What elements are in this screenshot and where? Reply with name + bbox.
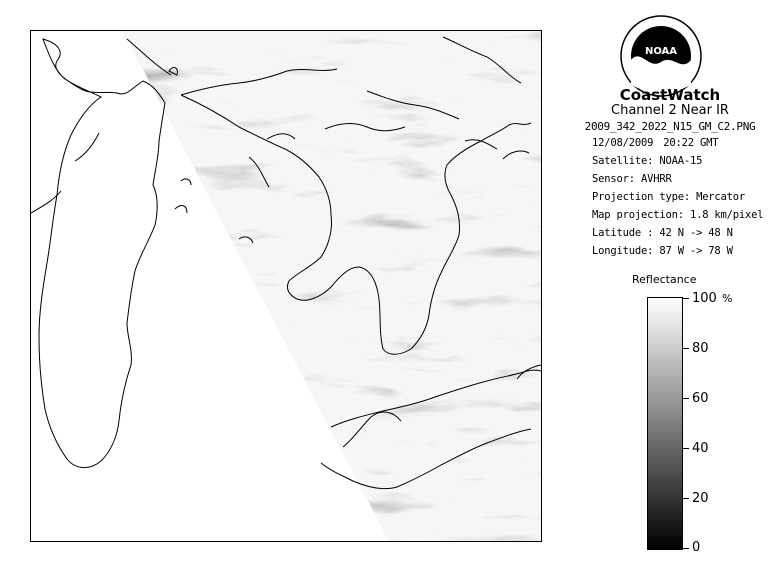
colorbar-tick [683, 498, 689, 499]
colorbar-tick-label: 0 [692, 540, 701, 555]
colorbar-tick-label: 40 [692, 441, 709, 456]
colorbar-tick [683, 298, 689, 299]
colorbar-tick [683, 348, 689, 349]
projection-type-label: Projection type: Mercator [592, 191, 746, 203]
sensor-label: Sensor: AVHRR [592, 173, 672, 185]
colorbar-tick [683, 398, 689, 399]
time-value: 20:22 GMT [663, 137, 719, 149]
satellite-label: Satellite: NOAA-15 [592, 155, 703, 167]
date-value: 12/08/2009 [592, 137, 654, 149]
colorbar-label: Reflectance [632, 273, 697, 286]
filename-label: 2009_342_2022_N15_GM_C2.PNG [584, 120, 756, 133]
colorbar-tick [683, 448, 689, 449]
latitude-label: Latitude : 42 N -> 48 N [592, 227, 733, 239]
colorbar-tick-label: 20 [692, 491, 709, 506]
satellite-map[interactable] [30, 30, 542, 542]
app-title: CoastWatch [619, 86, 721, 104]
reflectance-colorbar [647, 297, 683, 550]
satellite-swath [31, 31, 541, 541]
colorbar-tick-label: 80 [692, 341, 709, 356]
colorbar-unit: % [722, 292, 733, 305]
map-svg [31, 31, 541, 541]
longitude-label: Longitude: 87 W -> 78 W [592, 245, 733, 257]
lake-michigan-outline [39, 39, 165, 468]
date-time-row [592, 137, 718, 149]
colorbar-tick-label: 100 [692, 291, 717, 306]
logo-text: NOAA [644, 46, 678, 57]
map-projection-label: Map projection: 1.8 km/pixel [592, 209, 764, 221]
colorbar-tick [683, 548, 689, 549]
colorbar-tick-label: 60 [692, 391, 709, 406]
channel-subtitle: Channel 2 Near IR [611, 103, 729, 118]
